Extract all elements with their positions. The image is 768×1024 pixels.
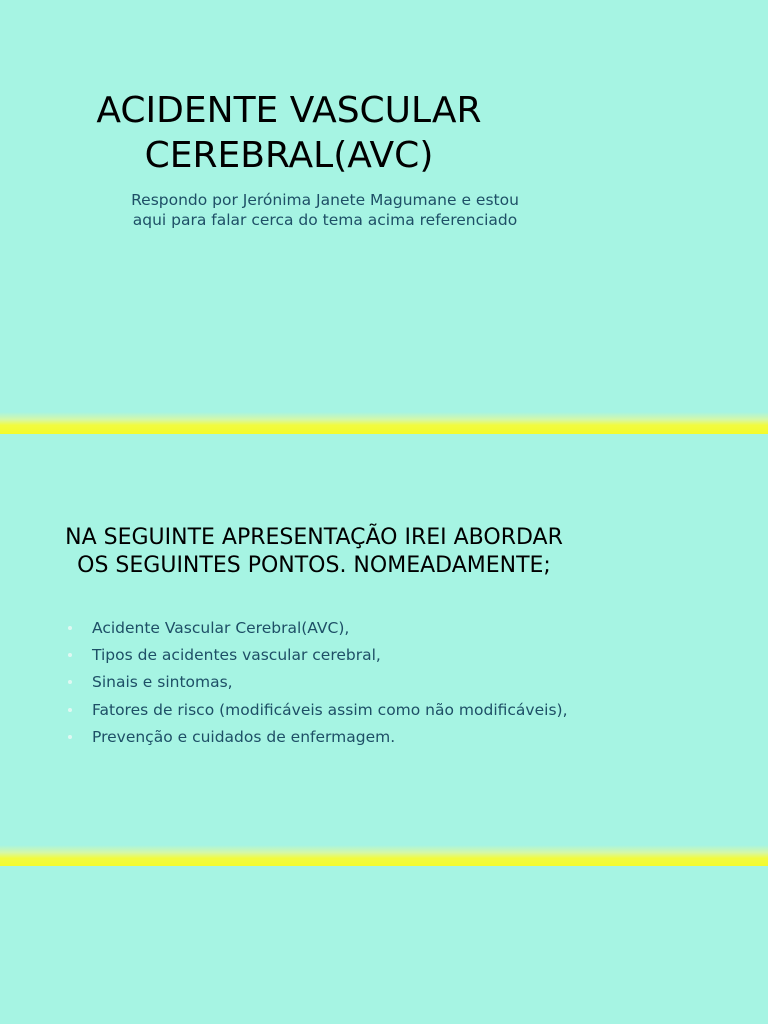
list-item xyxy=(66,696,568,723)
slide-2-title xyxy=(30,524,598,580)
bullet-dot-icon xyxy=(68,680,72,684)
bullet-dot-icon xyxy=(68,626,72,630)
slide-separator xyxy=(0,845,768,867)
slide-1-subtitle xyxy=(90,190,560,230)
slide-1-subtitle-line-2: aqui para falar cerca do tema acima referenciado xyxy=(132,211,518,229)
slide-separator xyxy=(0,412,768,434)
list-item-text: Sinais e sintomas, xyxy=(92,673,233,692)
slide-1-title-line-2: CEREBRAL(AVC) xyxy=(144,135,434,176)
list-item xyxy=(66,669,568,696)
topic-list xyxy=(66,614,568,750)
list-item xyxy=(66,723,568,750)
list-item xyxy=(66,641,568,668)
list-item-text: Tipos de acidentes vascular cerebral, xyxy=(92,645,381,664)
list-item-text: Fatores de risco (modificáveis assim como não modificáveis), xyxy=(92,700,568,719)
list-item xyxy=(66,614,568,641)
slide-1-title xyxy=(50,88,528,178)
slide-1-title-line-1: ACIDENTE VASCULAR xyxy=(96,90,482,131)
slide-2-title-line-1: NA SEGUINTE APRESENTAÇÃO IREI ABORDAR xyxy=(65,525,563,550)
bullet-dot-icon xyxy=(68,708,72,712)
list-item-text: Acidente Vascular Cerebral(AVC), xyxy=(92,618,350,637)
list-item-text: Prevenção e cuidados de enfermagem. xyxy=(92,727,396,746)
slide-2 xyxy=(0,434,768,846)
slide-1 xyxy=(0,0,768,412)
slide-1-subtitle-line-1: Respondo por Jerónima Janete Magumane e estou xyxy=(131,191,519,209)
slide-2-title-line-2: OS SEGUINTES PONTOS. NOMEADAMENTE; xyxy=(77,553,551,578)
slide-3 xyxy=(0,866,768,1024)
bullet-dot-icon xyxy=(68,735,72,739)
bullet-dot-icon xyxy=(68,653,72,657)
